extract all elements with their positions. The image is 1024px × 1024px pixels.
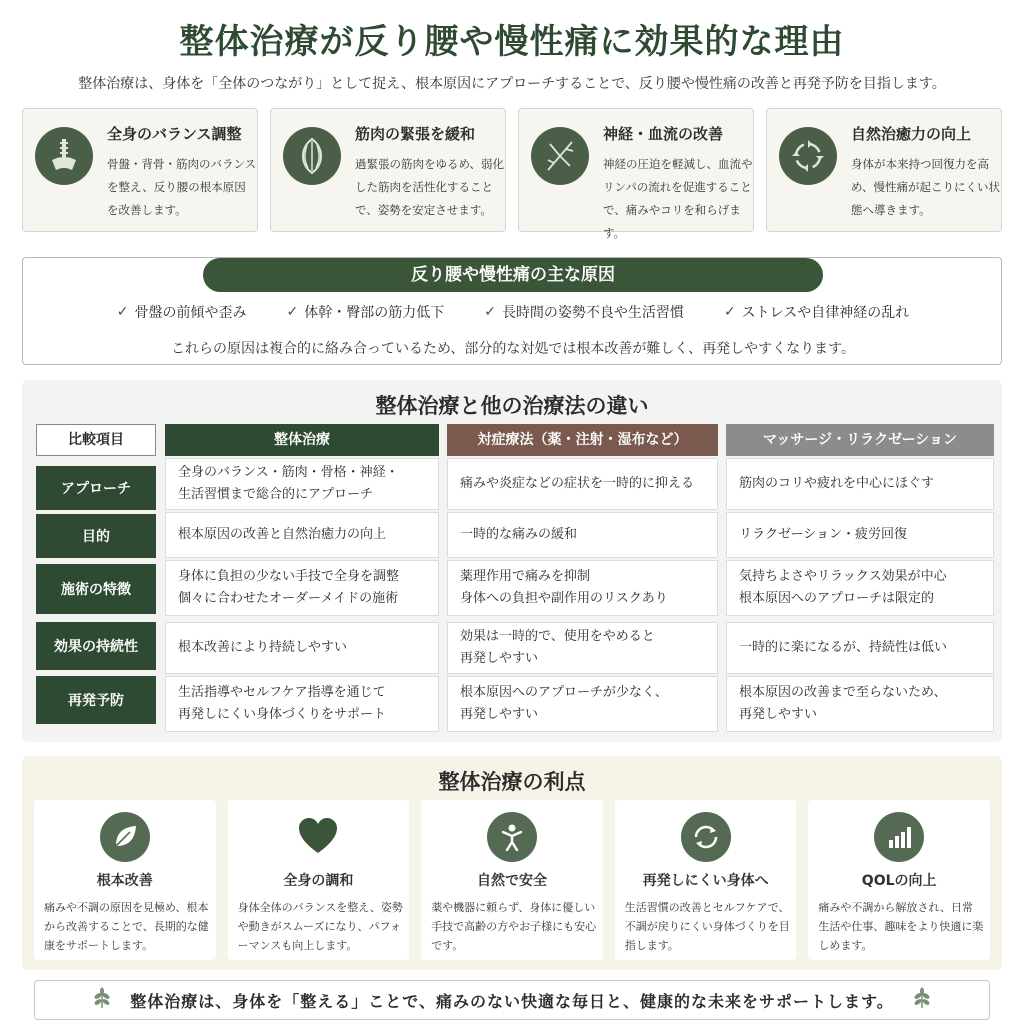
- column-header-symptomatic: 対症療法（薬・注射・湿布など）: [447, 424, 718, 456]
- reason-card-nerve: [518, 108, 754, 240]
- benefit-title: 再発しにくい身体へ: [642, 873, 769, 889]
- table-cell: 気持ちよさやリラックス効果が中心 根本原因へのアプローチは限定的: [726, 560, 994, 616]
- row-label-features: 施術の特徴: [36, 564, 156, 614]
- reason-desc: 骨盤・背骨・筋肉のバランスを整え、反り腰の根本原因を改善します。: [107, 157, 257, 217]
- table-cell: 一時的な痛みの緩和: [447, 512, 718, 558]
- benefit-desc: 痛みや不調の原因を見極め、根本から改善することで、長期的な健康をサポートします。: [44, 901, 209, 952]
- comparison-label-header: 比較項目: [36, 424, 156, 456]
- footer-banner: [34, 980, 990, 1020]
- table-cell: 根本原因の改善と自然治癒力の向上: [165, 512, 439, 558]
- cause-item: ✓ 骨盤の前傾や歪み: [116, 304, 247, 321]
- benefit-card-safe: [421, 800, 603, 960]
- reason-card-healing: [766, 108, 1002, 232]
- reason-title: 自然治癒力の向上: [851, 125, 972, 143]
- spine-pelvis-icon: [35, 127, 93, 185]
- table-cell: 筋肉のコリや疲れを中心にほぐす: [726, 458, 994, 510]
- bar-chart-icon: [874, 812, 924, 862]
- comparison-section: [22, 380, 1002, 742]
- table-cell: 薬理作用で痛みを抑制 身体への負担や副作用のリスクあり: [447, 560, 718, 616]
- benefits-section: [22, 756, 1002, 970]
- benefit-card-qol: [808, 800, 990, 960]
- check-icon: ✓: [286, 304, 299, 320]
- benefits-heading: 整体治療の利点: [438, 769, 586, 794]
- circular-arrows-icon: [779, 127, 837, 185]
- benefit-card-harmony: [228, 800, 410, 960]
- benefit-title: QOLの向上: [861, 873, 937, 889]
- reason-cards: [22, 108, 1002, 240]
- benefit-title: 全身の調和: [283, 873, 354, 889]
- reason-card-balance: [22, 108, 258, 232]
- benefit-card-prevention: [615, 800, 797, 960]
- table-cell: 生活指導やセルフケア指導を通じて 再発しにくい身体づくりをサポート: [165, 676, 439, 732]
- page-title: 整体治療が反り腰や慢性痛に効果的な理由: [179, 22, 845, 62]
- causes-list: [23, 302, 1003, 322]
- reason-desc: 身体が本来持つ回復力を高め、慢性痛が起こりにくい状態へ導きます。: [851, 157, 1001, 217]
- reason-desc: 過緊張の筋肉をゆるめ、弱化した筋肉を活性化することで、姿勢を安定させます。: [355, 157, 505, 217]
- benefit-desc: 身体全体のバランスを整え、姿勢や動きがスムーズになり、パフォーマンスも向上します。: [237, 901, 403, 952]
- muscle-fiber-icon: [283, 127, 341, 185]
- page-subtitle: 整体治療は、身体を「全体のつながり」として捉え、根本原因にアプローチすることで、反り腰や慢性痛の改善と再発予防を目指します。: [78, 76, 946, 92]
- heart-icon: [293, 812, 343, 862]
- benefit-cards: [34, 800, 990, 960]
- benefit-title: 自然で安全: [476, 873, 547, 889]
- check-icon: ✓: [484, 304, 496, 320]
- column-header-massage: マッサージ・リラクゼーション: [726, 424, 994, 456]
- leaf-sprig-icon: [90, 986, 114, 1014]
- comparison-heading: 整体治療と他の治療法の違い: [375, 393, 649, 418]
- table-cell: 痛みや炎症などの症状を一時的に抑える: [447, 458, 718, 510]
- row-label-durability: 効果の持続性: [36, 622, 156, 670]
- benefit-desc: 痛みや不調から解放され、日常生活や仕事、趣味をより快適に楽しめます。: [818, 901, 984, 952]
- table-cell: 効果は一時的で、使用をやめると 再発しやすい: [447, 622, 718, 674]
- reason-title: 神経・血流の改善: [603, 125, 724, 143]
- table-cell: 一時的に楽になるが、持続性は低い: [726, 622, 994, 674]
- causes-box: [22, 257, 1002, 365]
- cycle-arrows-icon: [681, 812, 731, 862]
- footer-text: 整体治療は、身体を「整える」ことで、痛みのない快適な毎日と、健康的な未来をサポートします。: [130, 991, 894, 1011]
- table-cell: 身体に負担の少ない手技で全身を調整 個々に合わせたオーダーメイドの施術: [165, 560, 439, 616]
- benefit-desc: 薬や機器に頼らず、身体に優しい手技で高齢の方やお子様にも安心です。: [431, 901, 597, 952]
- table-cell: 根本原因へのアプローチが少なく、 再発しやすい: [447, 676, 718, 732]
- check-icon: ✓: [723, 304, 736, 320]
- cause-item: ✓ 体幹・臀部の筋力低下: [286, 304, 445, 321]
- table-cell: 根本改善により持続しやすい: [165, 622, 439, 674]
- table-cell: 全身のバランス・筋肉・骨格・神経・ 生活習慣まで総合的にアプローチ: [165, 458, 439, 510]
- benefit-title: 根本改善: [96, 873, 153, 889]
- cause-item: ✓ 長時間の姿勢不良や生活習慣: [484, 304, 684, 321]
- reason-title: 筋肉の緊張を緩和: [355, 125, 476, 143]
- check-icon: ✓: [116, 304, 129, 320]
- row-label-purpose: 目的: [36, 514, 156, 558]
- causes-note: これらの原因は複合的に絡み合っているため、部分的な対処では根本改善が難しく、再発しやすくなります。: [170, 341, 856, 357]
- leaf-icon: [100, 812, 150, 862]
- leaf-sprig-icon: [910, 986, 934, 1014]
- row-label-approach: アプローチ: [36, 466, 156, 510]
- nerve-icon: [531, 127, 589, 185]
- reason-title: 全身のバランス調整: [107, 125, 242, 143]
- table-cell: 根本原因の改善まで至らないため、 再発しやすい: [726, 676, 994, 732]
- reason-card-muscle: [270, 108, 506, 232]
- person-icon: [487, 812, 537, 862]
- column-header-seitai: 整体治療: [165, 424, 439, 456]
- benefit-card-root: [34, 800, 216, 960]
- table-cell: リラクゼーション・疲労回復: [726, 512, 994, 558]
- benefit-desc: 生活習慣の改善とセルフケアで、不調が戻りにくい身体づくりを目指します。: [624, 901, 790, 952]
- row-label-prevention: 再発予防: [36, 676, 156, 724]
- cause-item: ✓ ストレスや自律神経の乱れ: [723, 304, 910, 321]
- reason-desc: 神経の圧迫を軽減し、血流やリンパの流れを促進することで、痛みやコリを和らげます。: [603, 157, 753, 240]
- causes-heading: 反り腰や慢性痛の主な原因: [203, 258, 823, 292]
